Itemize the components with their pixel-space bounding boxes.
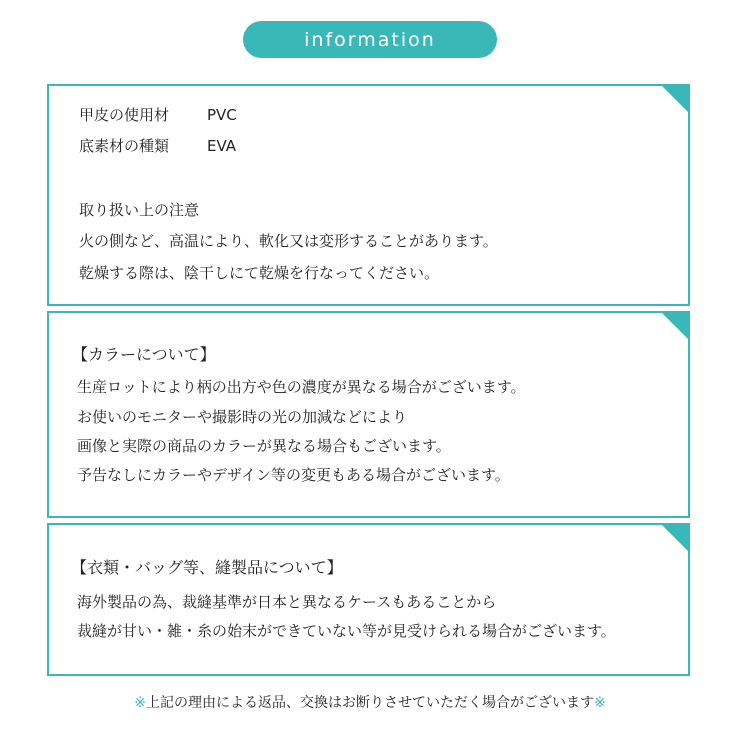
return-policy-text: 上記の理由による返品、交換はお断りさせていただく場合がございます [146, 695, 594, 711]
return-policy-note [0, 693, 740, 713]
color-notice-line: お使いのモニターや撮影時の光の加減などにより [77, 408, 408, 426]
reference-mark: ※ [594, 695, 606, 711]
color-notice-line: 生産ロットにより柄の出方や色の濃度が異なる場合がございます。 [77, 378, 526, 396]
color-notice-box [47, 311, 690, 518]
material-info-box [47, 84, 690, 306]
information-title-pill [243, 21, 497, 58]
color-notice-line: 画像と実際の商品のカラーが異なる場合もございます。 [77, 437, 451, 455]
information-title: information [304, 28, 436, 51]
corner-triangle-decoration [661, 312, 689, 340]
corner-triangle-decoration [661, 85, 689, 113]
reference-mark: ※ [134, 695, 146, 711]
sewn-notice-heading: 【衣類・バッグ等、縫製品について】 [71, 558, 343, 577]
corner-triangle-decoration [661, 524, 689, 552]
sewn-notice-line: 海外製品の為、裁縫基準が日本と異なるケースもあることから [77, 593, 497, 611]
color-notice-heading: 【カラーについて】 [72, 345, 216, 364]
sewn-products-notice-box [47, 523, 690, 676]
caution-line: 乾燥する際は、陰干しにて乾燥を行なってください。 [79, 264, 440, 282]
caution-title: 取り扱い上の注意 [79, 201, 200, 219]
color-notice-line: 予告なしにカラーやデザイン等の変更もある場合がございます。 [77, 466, 510, 484]
caution-line: 火の側など、高温により、軟化又は変形することがあります。 [79, 232, 498, 250]
upper-material-label: 甲皮の使用材 [79, 106, 170, 124]
sewn-notice-line: 裁縫が甘い・雑・糸の始末ができていない等が見受けられる場合がございます。 [77, 622, 616, 640]
upper-material-value: PVC [207, 106, 237, 124]
sole-material-label: 底素材の種類 [79, 137, 170, 155]
sole-material-value: EVA [207, 137, 237, 155]
